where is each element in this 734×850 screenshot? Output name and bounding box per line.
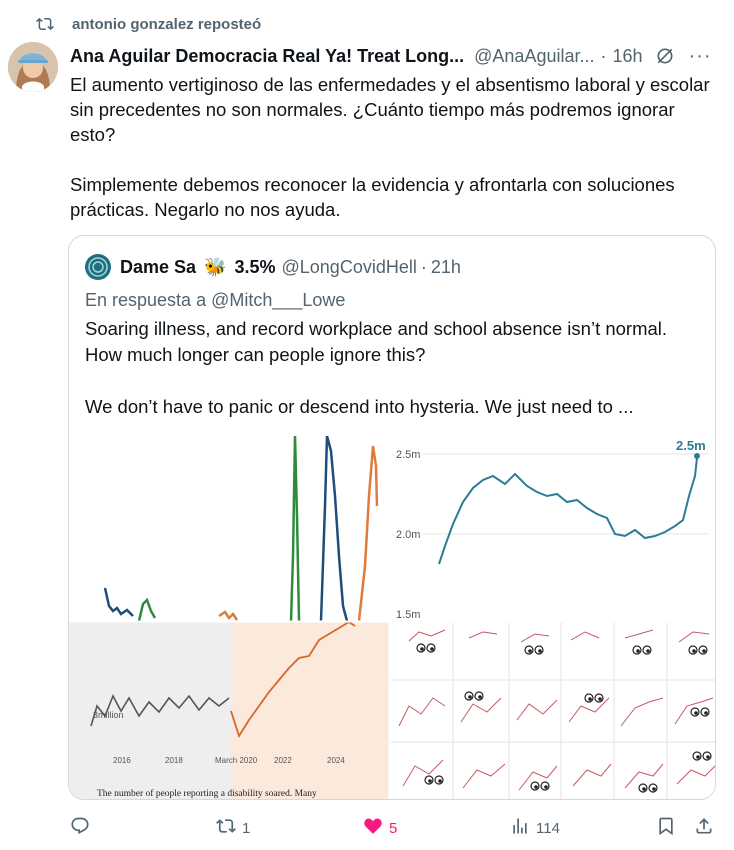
author-name[interactable]: Ana Aguilar Democracia Real Ya! Treat Long... bbox=[70, 45, 465, 66]
chart-label-mid: 2.0m bbox=[396, 529, 421, 541]
repost-count: 1 bbox=[242, 819, 251, 837]
like-button[interactable] bbox=[363, 816, 397, 840]
quoted-post[interactable] bbox=[68, 235, 716, 800]
chart-axis-label: 3million bbox=[93, 710, 124, 720]
chart-caption: The number of people reporting a disability soared. Many bbox=[97, 789, 317, 799]
quoted-post-header bbox=[85, 254, 461, 280]
reply-icon bbox=[70, 816, 90, 840]
quoted-author-percent: 3.5% bbox=[234, 256, 276, 277]
repost-button[interactable] bbox=[216, 816, 250, 840]
image-chart-collage[interactable] bbox=[390, 622, 716, 800]
avatar[interactable] bbox=[8, 42, 58, 92]
action-bar bbox=[70, 812, 716, 846]
quoted-paragraph: We don’t have to panic or descend into hysteria. We just need to ... bbox=[85, 396, 634, 417]
views-count: 114 bbox=[536, 819, 560, 837]
post-text bbox=[70, 72, 720, 222]
more-options-button[interactable]: ··· bbox=[688, 44, 712, 67]
chart-label-top: 2.5m bbox=[396, 449, 421, 461]
chart-tick: 2022 bbox=[274, 756, 292, 765]
share-button[interactable] bbox=[694, 816, 714, 840]
views-button[interactable] bbox=[510, 816, 560, 840]
post-paragraph: El aumento vertiginoso de las enfermedades y el absentismo laboral y escolar sin precedentes no son normales. ¿Cuánto tiempo más podremos ignorar esto? bbox=[70, 74, 710, 145]
chart-tick: 2024 bbox=[327, 756, 345, 765]
bee-emoji: 🐝 bbox=[204, 256, 227, 277]
quoted-text bbox=[85, 316, 705, 420]
bookmark-button[interactable] bbox=[656, 816, 676, 840]
media-grid[interactable] bbox=[69, 436, 716, 800]
quoted-avatar bbox=[85, 254, 111, 280]
like-count: 5 bbox=[389, 819, 398, 837]
post-paragraph: Simplemente debemos reconocer la evidencia y afrontarla con soluciones prácticas. Negarlo no nos ayuda. bbox=[70, 174, 675, 220]
share-icon bbox=[694, 816, 714, 840]
views-icon bbox=[510, 816, 530, 840]
quoted-time[interactable]: 21h bbox=[430, 256, 461, 277]
heart-icon bbox=[363, 816, 383, 840]
chart-highlight-value: 2.5m bbox=[676, 438, 706, 453]
reply-button[interactable] bbox=[70, 816, 90, 840]
chart-tick: 2016 bbox=[113, 756, 131, 765]
chart-label-bottom: 1.5m bbox=[396, 609, 421, 621]
repost-icon bbox=[216, 816, 236, 840]
author-handle[interactable]: @AnaAguilar... bbox=[474, 45, 595, 66]
post-time[interactable]: 16h bbox=[612, 45, 643, 66]
quoted-author-name[interactable]: Dame Sa bbox=[120, 256, 197, 277]
quoted-paragraph: Soaring illness, and record workplace and school absence isn’t normal. How much longer can people ignore this? bbox=[85, 318, 668, 365]
reply-to-label[interactable]: En respuesta a @Mitch___Lowe bbox=[85, 290, 346, 310]
repost-indicator bbox=[36, 14, 261, 34]
quoted-author-handle[interactable]: @LongCovidHell bbox=[281, 256, 417, 277]
chart-tick: March 2020 bbox=[215, 756, 258, 765]
separator-dot: · bbox=[600, 45, 607, 66]
chart-tick: 2018 bbox=[165, 756, 183, 765]
post-header bbox=[70, 44, 720, 68]
repost-icon bbox=[36, 15, 54, 33]
repost-by-text[interactable]: antonio gonzalez reposteó bbox=[72, 15, 262, 33]
separator-dot: · bbox=[420, 256, 427, 277]
grok-icon[interactable] bbox=[655, 46, 675, 66]
bookmark-icon bbox=[656, 816, 676, 840]
